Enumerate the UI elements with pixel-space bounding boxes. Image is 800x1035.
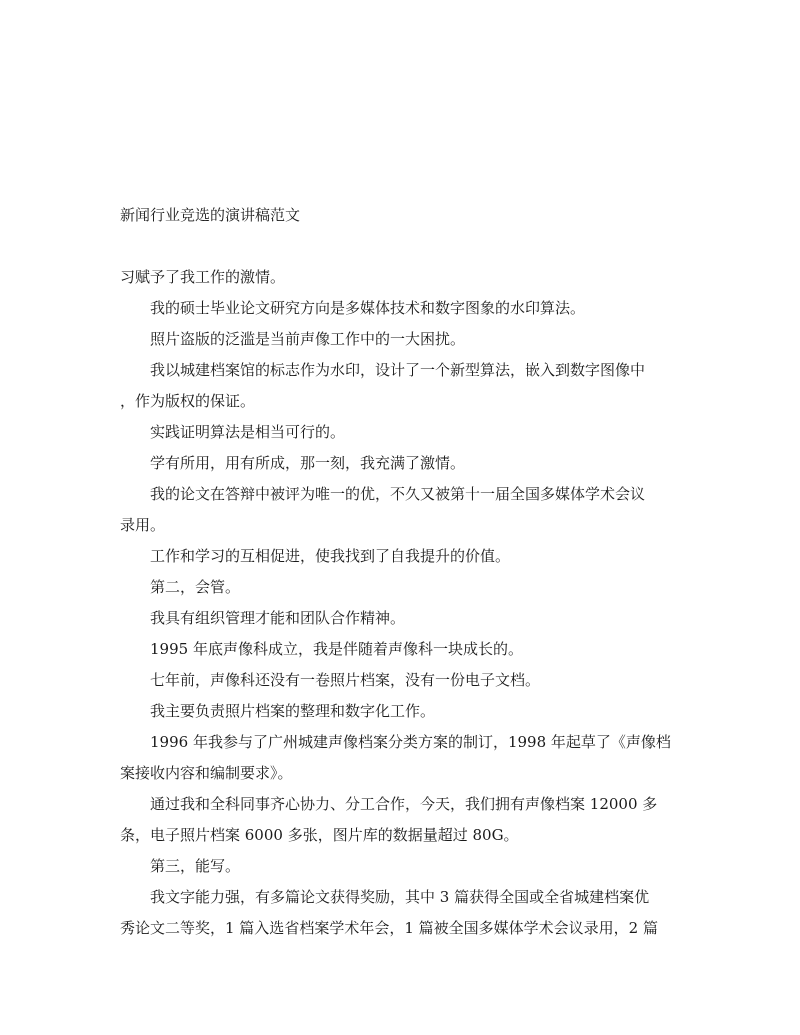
paragraph: 1996 年我参与了广州城建声像档案分类方案的制订，1998 年起草了《声像档 — [150, 733, 671, 751]
document-body — [120, 262, 680, 944]
paragraph: 我文字能力强，有多篇论文获得奖励，其中 3 篇获得全国或全省城建档案优 — [150, 888, 650, 906]
text-line: 案接收内容和编制要求》。 — [120, 764, 293, 782]
paragraph: 我的硕士毕业论文研究方向是多媒体技术和数字图象的水印算法。 — [150, 299, 586, 317]
paragraph: 照片盗版的泛滥是当前声像工作中的一大困扰。 — [150, 330, 466, 348]
paragraph: 我具有组织管理才能和团队合作精神。 — [150, 609, 406, 627]
paragraph: 学有所用，用有所成，那一刻，我充满了激情。 — [150, 454, 466, 472]
text-line: 条，电子照片档案 6000 多张，图片库的数据量超过 80G。 — [120, 826, 519, 844]
document-title: 新闻行业竞选的演讲稿范文 — [120, 206, 301, 224]
paragraph: 通过我和全科同事齐心协力、分工合作，今天，我们拥有声像档案 12000 多 — [150, 795, 658, 813]
paragraph: 我以城建档案馆的标志作为水印，设计了一个新型算法，嵌入到数字图像中 — [150, 361, 646, 379]
section-heading: 第三，能写。 — [150, 857, 241, 875]
paragraph: 实践证明算法是相当可行的。 — [150, 423, 346, 441]
paragraph: 1995 年底声像科成立，我是伴随着声像科一块成长的。 — [150, 640, 523, 658]
paragraph: 工作和学习的互相促进，使我找到了自我提升的价值。 — [150, 547, 511, 565]
text-line: ，作为版权的保证。 — [120, 392, 256, 410]
text-line: 录用。 — [120, 516, 166, 534]
text-line: 秀论文二等奖，1 篇入选省档案学术年会，1 篇被全国多媒体学术会议录用，2 篇 — [120, 919, 658, 937]
section-heading: 第二，会管。 — [150, 578, 241, 596]
paragraph: 我主要负责照片档案的整理和数字化工作。 — [150, 702, 436, 720]
paragraph: 我的论文在答辩中被评为唯一的优，不久又被第十一届全国多媒体学术会议 — [150, 485, 646, 503]
paragraph: 七年前，声像科还没有一卷照片档案，没有一份电子文档。 — [150, 671, 541, 689]
text-line: 习赋予了我工作的激情。 — [120, 268, 286, 286]
